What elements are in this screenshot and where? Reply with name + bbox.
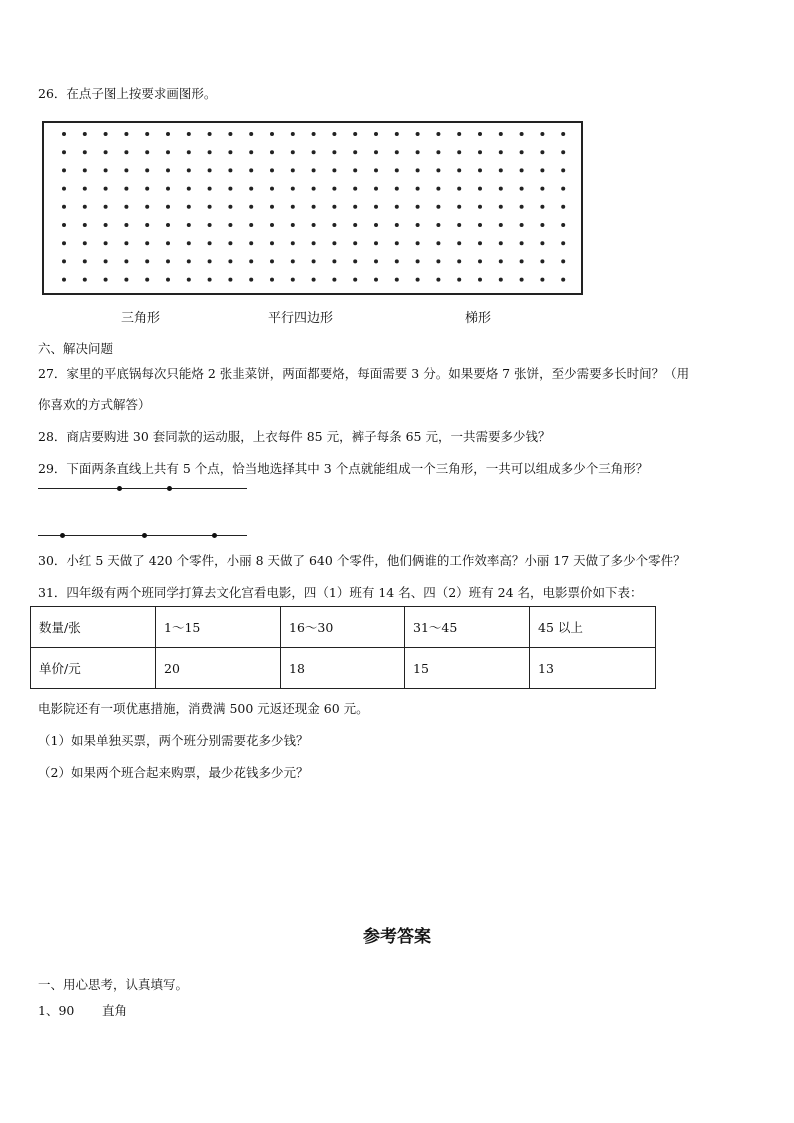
grid-dot[interactable] — [62, 150, 66, 154]
grid-dot[interactable] — [353, 150, 357, 154]
dot-grid — [44, 123, 581, 293]
grid-dot[interactable] — [187, 241, 191, 245]
grid-dot[interactable] — [436, 223, 440, 227]
grid-dot[interactable] — [208, 150, 212, 154]
question-27-line2: 你喜欢的方式解答） — [38, 397, 151, 412]
table-cell: 31～45 — [405, 607, 530, 648]
grid-dot[interactable] — [457, 187, 461, 191]
grid-dot[interactable] — [395, 241, 399, 245]
point — [142, 533, 147, 538]
grid-dot[interactable] — [187, 278, 191, 282]
grid-dot[interactable] — [374, 132, 378, 136]
grid-dot[interactable] — [561, 205, 565, 209]
grid-dot[interactable] — [124, 187, 128, 191]
grid-dot[interactable] — [436, 241, 440, 245]
grid-dot[interactable] — [561, 241, 565, 245]
grid-dot[interactable] — [332, 278, 336, 282]
grid-dot[interactable] — [499, 187, 503, 191]
grid-dot[interactable] — [395, 168, 399, 172]
grid-dot[interactable] — [395, 278, 399, 282]
grid-dot[interactable] — [540, 150, 544, 154]
grid-dot[interactable] — [332, 259, 336, 263]
answers-section-1: 一、用心思考，认真填写。 — [38, 977, 189, 992]
grid-dot[interactable] — [104, 132, 108, 136]
grid-dot[interactable] — [374, 205, 378, 209]
grid-dot[interactable] — [270, 259, 274, 263]
grid-dot[interactable] — [62, 168, 66, 172]
grid-dot[interactable] — [353, 241, 357, 245]
grid-dot[interactable] — [374, 278, 378, 282]
grid-dot[interactable] — [395, 187, 399, 191]
grid-dot[interactable] — [436, 259, 440, 263]
grid-dot[interactable] — [228, 187, 232, 191]
grid-dot[interactable] — [270, 150, 274, 154]
grid-dot[interactable] — [312, 150, 316, 154]
grid-dot[interactable] — [436, 205, 440, 209]
grid-dot[interactable] — [104, 259, 108, 263]
grid-dot[interactable] — [416, 168, 420, 172]
grid-dot[interactable] — [270, 241, 274, 245]
grid-dot[interactable] — [478, 241, 482, 245]
grid-dot[interactable] — [457, 223, 461, 227]
grid-dot[interactable] — [270, 132, 274, 136]
grid-dot[interactable] — [291, 241, 295, 245]
grid-dot[interactable] — [124, 278, 128, 282]
grid-dot[interactable] — [228, 132, 232, 136]
grid-dot[interactable] — [457, 205, 461, 209]
grid-dot[interactable] — [561, 223, 565, 227]
grid-dot[interactable] — [104, 150, 108, 154]
question-28: 28．商店要购进 30 套同款的运动服，上衣每件 85 元，裤子每条 65 元，一共需要多少钱？ — [38, 429, 551, 444]
grid-dot[interactable] — [332, 223, 336, 227]
grid-dot[interactable] — [270, 205, 274, 209]
grid-dot[interactable] — [166, 150, 170, 154]
grid-dot[interactable] — [104, 187, 108, 191]
grid-dot[interactable] — [416, 150, 420, 154]
grid-dot[interactable] — [291, 150, 295, 154]
grid-dot[interactable] — [291, 223, 295, 227]
grid-dot[interactable] — [208, 132, 212, 136]
grid-dot[interactable] — [478, 168, 482, 172]
grid-dot[interactable] — [291, 259, 295, 263]
question-26: 26．在点子图上按要求画图形。 — [38, 86, 217, 101]
grid-dot[interactable] — [520, 187, 524, 191]
grid-dot[interactable] — [208, 187, 212, 191]
grid-dot[interactable] — [436, 168, 440, 172]
grid-dot[interactable] — [83, 223, 87, 227]
grid-dot[interactable] — [353, 187, 357, 191]
point — [60, 533, 65, 538]
grid-dot[interactable] — [249, 223, 253, 227]
grid-dot[interactable] — [124, 223, 128, 227]
grid-dot[interactable] — [416, 205, 420, 209]
grid-dot[interactable] — [332, 205, 336, 209]
grid-dot[interactable] — [478, 205, 482, 209]
grid-dot[interactable] — [208, 205, 212, 209]
grid-dot[interactable] — [124, 241, 128, 245]
grid-dot[interactable] — [312, 187, 316, 191]
grid-dot[interactable] — [478, 132, 482, 136]
grid-dot[interactable] — [83, 241, 87, 245]
grid-dot[interactable] — [62, 241, 66, 245]
grid-dot[interactable] — [499, 241, 503, 245]
grid-dot[interactable] — [228, 205, 232, 209]
answer-1-text: 直角 — [102, 1003, 128, 1018]
grid-dot[interactable] — [353, 205, 357, 209]
grid-dot[interactable] — [83, 187, 87, 191]
grid-dot[interactable] — [520, 278, 524, 282]
table-row — [31, 607, 656, 648]
grid-dot[interactable] — [187, 223, 191, 227]
grid-dot[interactable] — [540, 223, 544, 227]
grid-dot[interactable] — [374, 241, 378, 245]
grid-dot[interactable] — [270, 187, 274, 191]
grid-dot[interactable] — [270, 223, 274, 227]
grid-dot[interactable] — [312, 259, 316, 263]
grid-dot[interactable] — [416, 132, 420, 136]
grid-dot[interactable] — [124, 205, 128, 209]
grid-dot[interactable] — [145, 150, 149, 154]
grid-dot[interactable] — [187, 187, 191, 191]
grid-dot[interactable] — [374, 223, 378, 227]
grid-dot[interactable] — [228, 168, 232, 172]
grid-dot[interactable] — [374, 259, 378, 263]
point — [167, 486, 172, 491]
grid-dot[interactable] — [436, 150, 440, 154]
grid-dot[interactable] — [166, 187, 170, 191]
grid-dot[interactable] — [104, 168, 108, 172]
grid-dot[interactable] — [124, 259, 128, 263]
grid-dot[interactable] — [416, 241, 420, 245]
grid-dot[interactable] — [187, 168, 191, 172]
answer-1-number: 1、90 — [38, 1003, 75, 1018]
grid-dot[interactable] — [62, 278, 66, 282]
grid-dot[interactable] — [249, 132, 253, 136]
point — [117, 486, 122, 491]
grid-dot[interactable] — [166, 259, 170, 263]
grid-dot[interactable] — [249, 187, 253, 191]
grid-dot[interactable] — [520, 205, 524, 209]
grid-dot[interactable] — [291, 205, 295, 209]
grid-dot[interactable] — [166, 223, 170, 227]
grid-dot[interactable] — [166, 132, 170, 136]
grid-dot[interactable] — [353, 223, 357, 227]
grid-dot[interactable] — [520, 259, 524, 263]
grid-dot[interactable] — [166, 241, 170, 245]
grid-dot[interactable] — [436, 187, 440, 191]
grid-dot[interactable] — [83, 168, 87, 172]
grid-dot[interactable] — [312, 132, 316, 136]
grid-dot[interactable] — [249, 150, 253, 154]
grid-dot[interactable] — [520, 223, 524, 227]
grid-dot[interactable] — [62, 187, 66, 191]
grid-dot[interactable] — [187, 150, 191, 154]
question-31-sub1: （1）如果单独买票，两个班分别需要花多少钱？ — [38, 733, 309, 748]
table-cell: 15 — [405, 648, 530, 689]
grid-dot[interactable] — [83, 132, 87, 136]
table-cell: 单价/元 — [31, 648, 156, 689]
grid-dot[interactable] — [395, 259, 399, 263]
grid-dot[interactable] — [332, 168, 336, 172]
grid-dot[interactable] — [478, 187, 482, 191]
grid-dot[interactable] — [561, 259, 565, 263]
grid-dot[interactable] — [499, 132, 503, 136]
grid-dot[interactable] — [83, 205, 87, 209]
grid-dot[interactable] — [478, 278, 482, 282]
grid-dot[interactable] — [228, 150, 232, 154]
grid-dot[interactable] — [457, 278, 461, 282]
grid-dot[interactable] — [395, 150, 399, 154]
grid-dot[interactable] — [520, 150, 524, 154]
grid-dot[interactable] — [561, 187, 565, 191]
grid-dot[interactable] — [124, 132, 128, 136]
grid-dot[interactable] — [499, 259, 503, 263]
grid-dot[interactable] — [62, 205, 66, 209]
table-cell: 16～30 — [281, 607, 405, 648]
grid-dot[interactable] — [228, 241, 232, 245]
grid-dot[interactable] — [228, 278, 232, 282]
grid-dot[interactable] — [291, 187, 295, 191]
grid-dot[interactable] — [436, 132, 440, 136]
label-triangle: 三角形 — [121, 311, 161, 326]
grid-dot[interactable] — [145, 241, 149, 245]
grid-dot[interactable] — [145, 132, 149, 136]
grid-dot[interactable] — [457, 241, 461, 245]
grid-dot[interactable] — [291, 278, 295, 282]
grid-dot[interactable] — [166, 278, 170, 282]
grid-dot[interactable] — [249, 241, 253, 245]
grid-dot[interactable] — [208, 259, 212, 263]
grid-dot[interactable] — [395, 223, 399, 227]
grid-dot[interactable] — [520, 132, 524, 136]
grid-dot[interactable] — [478, 259, 482, 263]
question-30: 30．小红 5 天做了 420 个零件，小丽 8 天做了 640 个零件，他们俩谁的工作效率高？小丽 17 天做了多少个零件？ — [38, 553, 686, 568]
grid-dot[interactable] — [499, 168, 503, 172]
grid-dot[interactable] — [312, 223, 316, 227]
grid-dot[interactable] — [104, 241, 108, 245]
grid-dot[interactable] — [166, 205, 170, 209]
label-trapezoid: 梯形 — [465, 311, 492, 326]
grid-dot[interactable] — [228, 223, 232, 227]
grid-dot[interactable] — [520, 168, 524, 172]
grid-dot[interactable] — [416, 278, 420, 282]
grid-dot[interactable] — [520, 241, 524, 245]
grid-dot[interactable] — [83, 278, 87, 282]
grid-dot[interactable] — [166, 168, 170, 172]
grid-dot[interactable] — [62, 223, 66, 227]
grid-dot[interactable] — [540, 278, 544, 282]
label-parallelogram: 平行四边形 — [268, 311, 334, 326]
grid-dot[interactable] — [540, 241, 544, 245]
grid-dot[interactable] — [312, 205, 316, 209]
table-cell: 数量/张 — [31, 607, 156, 648]
grid-dot[interactable] — [499, 205, 503, 209]
grid-dot[interactable] — [353, 132, 357, 136]
grid-dot[interactable] — [124, 150, 128, 154]
grid-dot[interactable] — [187, 132, 191, 136]
grid-dot[interactable] — [561, 150, 565, 154]
grid-dot[interactable] — [478, 223, 482, 227]
grid-dot[interactable] — [104, 223, 108, 227]
grid-dot[interactable] — [208, 223, 212, 227]
grid-dot[interactable] — [312, 168, 316, 172]
grid-dot[interactable] — [228, 259, 232, 263]
table-cell: 1～15 — [156, 607, 281, 648]
grid-dot[interactable] — [249, 278, 253, 282]
grid-dot[interactable] — [332, 241, 336, 245]
grid-dot[interactable] — [499, 278, 503, 282]
grid-dot[interactable] — [249, 205, 253, 209]
line-a — [38, 488, 247, 489]
grid-dot[interactable] — [312, 241, 316, 245]
table-row — [31, 648, 656, 689]
grid-dot[interactable] — [291, 132, 295, 136]
question-31-sub2: （2）如果两个班合起来购票，最少花钱多少元？ — [38, 765, 309, 780]
grid-dot[interactable] — [540, 132, 544, 136]
grid-dot[interactable] — [457, 132, 461, 136]
grid-dot[interactable] — [332, 187, 336, 191]
grid-dot[interactable] — [561, 278, 565, 282]
table-cell: 13 — [530, 648, 656, 689]
grid-dot[interactable] — [208, 278, 212, 282]
grid-dot[interactable] — [457, 150, 461, 154]
grid-dot[interactable] — [416, 223, 420, 227]
grid-dot[interactable] — [499, 223, 503, 227]
question-31-note: 电影院还有一项优惠措施，消费满 500 元返还现金 60 元。 — [38, 701, 369, 716]
grid-dot[interactable] — [62, 259, 66, 263]
grid-dot[interactable] — [457, 259, 461, 263]
grid-dot[interactable] — [104, 278, 108, 282]
grid-dot[interactable] — [208, 241, 212, 245]
grid-dot[interactable] — [374, 187, 378, 191]
grid-dot[interactable] — [457, 168, 461, 172]
grid-dot[interactable] — [561, 168, 565, 172]
grid-dot[interactable] — [187, 259, 191, 263]
grid-dot[interactable] — [187, 205, 191, 209]
grid-dot[interactable] — [374, 168, 378, 172]
table-cell: 20 — [156, 648, 281, 689]
ticket-price-table — [30, 606, 656, 689]
grid-dot[interactable] — [208, 168, 212, 172]
answers-title: 参考答案 — [363, 927, 431, 947]
dot-grid-paper[interactable] — [42, 121, 583, 295]
grid-dot[interactable] — [395, 205, 399, 209]
grid-dot[interactable] — [540, 205, 544, 209]
table-cell: 18 — [281, 648, 405, 689]
grid-dot[interactable] — [561, 132, 565, 136]
grid-dot[interactable] — [291, 168, 295, 172]
grid-dot[interactable] — [499, 150, 503, 154]
grid-dot[interactable] — [540, 187, 544, 191]
grid-dot[interactable] — [353, 259, 357, 263]
grid-dot[interactable] — [270, 278, 274, 282]
grid-dot[interactable] — [540, 259, 544, 263]
grid-dot[interactable] — [416, 259, 420, 263]
grid-dot[interactable] — [332, 150, 336, 154]
grid-dot[interactable] — [270, 168, 274, 172]
grid-dot[interactable] — [145, 223, 149, 227]
grid-dot[interactable] — [540, 168, 544, 172]
table-cell: 45 以上 — [530, 607, 656, 648]
grid-dot[interactable] — [249, 168, 253, 172]
grid-dot[interactable] — [332, 132, 336, 136]
section-6-heading: 六、解决问题 — [38, 341, 114, 356]
question-29: 29．下面两条直线上共有 5 个点，恰当地选择其中 3 个点就能组成一个三角形，一共可以组成多少个三角形？ — [38, 461, 649, 476]
grid-dot[interactable] — [124, 168, 128, 172]
question-27-line1: 27．家里的平底锅每次只能烙 2 张韭菜饼，两面都要烙，每面需要 3 分。如果要烙 7 张饼，至少需要多长时间？（用 — [38, 366, 690, 381]
grid-dot[interactable] — [145, 259, 149, 263]
grid-dot[interactable] — [395, 132, 399, 136]
grid-dot[interactable] — [249, 259, 253, 263]
grid-dot[interactable] — [312, 278, 316, 282]
grid-dot[interactable] — [145, 187, 149, 191]
grid-dot[interactable] — [145, 205, 149, 209]
grid-dot[interactable] — [145, 278, 149, 282]
grid-dot[interactable] — [478, 150, 482, 154]
grid-dot[interactable] — [104, 205, 108, 209]
grid-dot[interactable] — [145, 168, 149, 172]
grid-dot[interactable] — [436, 278, 440, 282]
point — [212, 533, 217, 538]
question-31-intro: 31．四年级有两个班同学打算去文化宫看电影，四（1）班有 14 名、四（2）班有 24 名，电影票价如下表： — [38, 585, 643, 600]
grid-dot[interactable] — [83, 259, 87, 263]
grid-dot[interactable] — [416, 187, 420, 191]
grid-dot[interactable] — [83, 150, 87, 154]
grid-dot[interactable] — [62, 132, 66, 136]
grid-dot[interactable] — [374, 150, 378, 154]
grid-dot[interactable] — [353, 278, 357, 282]
grid-dot[interactable] — [353, 168, 357, 172]
